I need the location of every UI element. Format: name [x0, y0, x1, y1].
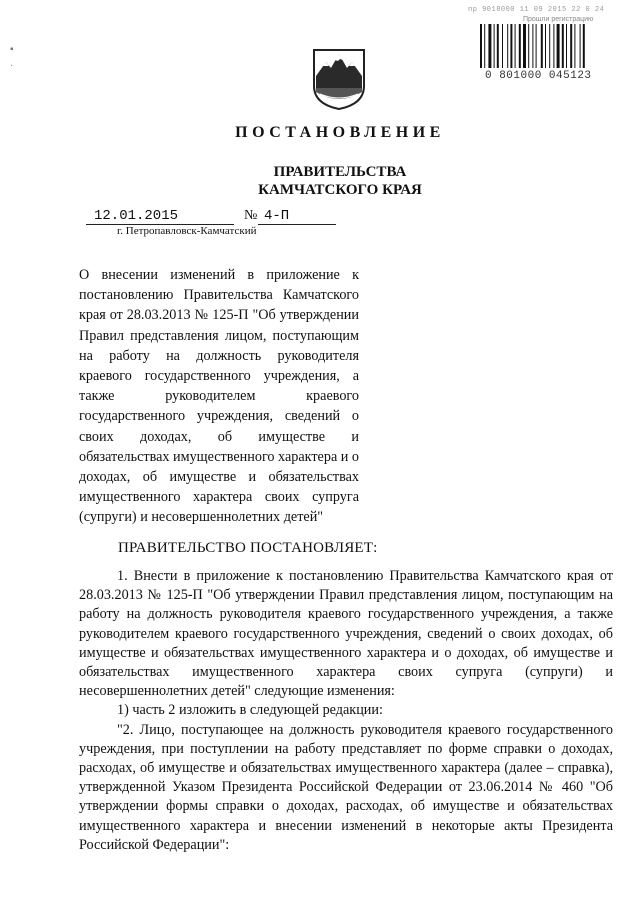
document-body: [79, 567, 613, 855]
document-title: ПОСТАНОВЛЕНИЕ: [235, 124, 445, 141]
paragraph: 1) часть 2 изложить в следующей редакции:: [117, 702, 383, 719]
document-date: 12.01.2015: [94, 208, 179, 224]
city-name: г. Петропавловск-Камчатский: [117, 225, 257, 237]
margin-mark: ▪: [10, 44, 14, 55]
document-number: 4-П: [264, 208, 290, 224]
number-underline: [258, 224, 336, 225]
barcode-number: 0 801000 045123: [485, 70, 592, 82]
scan-header-text: пр 9018000 11 09 2015 22 0 24: [468, 6, 605, 14]
barcode: [480, 24, 628, 68]
paragraph: "2. Лицо, поступающее на должность руководителя краевого государственного учреждения, при поступлении на работу представляет по форме справки о доходах, расходах, об имуществе и обязательствах имущественного характера (далее – справка), утвержденной Указом Президента Российской Федерации от 23.06.2014 № 460 "Об утверждении формы справки о доходах, расходах, об имуществе и обязательствах имущественного характера и внесении изменений в некоторые акты Президента Российской Федерации":: [79, 721, 613, 853]
number-label: №: [244, 208, 258, 223]
org-name-line1: ПРАВИТЕЛЬСТВА: [273, 164, 407, 180]
approved-label: Прошли регистрацию: [523, 16, 594, 23]
document-subject: О внесении изменений в приложение к постановлению Правительства Камчатского края от 28.03.2013 № 125-П "Об утверждении Правил представления лицом, поступающим на работу на должность руководителя краевого государственного учреждения, а также руководителем краевого государственного учреждения, сведений о своих доходах, об имуществе и обязательствах имущественного характера и о доходах, об имуществе и обязательствах имущественного характера своих супруга (супруги) и несовершеннолетних детей": [79, 267, 360, 526]
org-name-line2: КАМЧАТСКОГО КРАЯ: [258, 182, 422, 198]
paragraph: 1. Внести в приложение к постановлению Правительства Камчатского края от 28.03.2013 № 125-П "Об утверждении Правил представления лицом, поступающим на работу на должность руководителя краевого государственного учреждения, а также руководителем краевого государственного учреждения, сведений о своих доходах, об имуществе и обязательствах имущественного характера и о доходах, об имуществе и обязательствах имущественного характера своих супруга (супруги) и несовершеннолетних детей" следующие изменения:: [79, 568, 613, 700]
margin-mark: ·: [10, 60, 14, 71]
kamchatka-coat-of-arms-icon: [312, 48, 366, 110]
decree-heading: ПРАВИТЕЛЬСТВО ПОСТАНОВЛЯЕТ:: [118, 540, 378, 556]
